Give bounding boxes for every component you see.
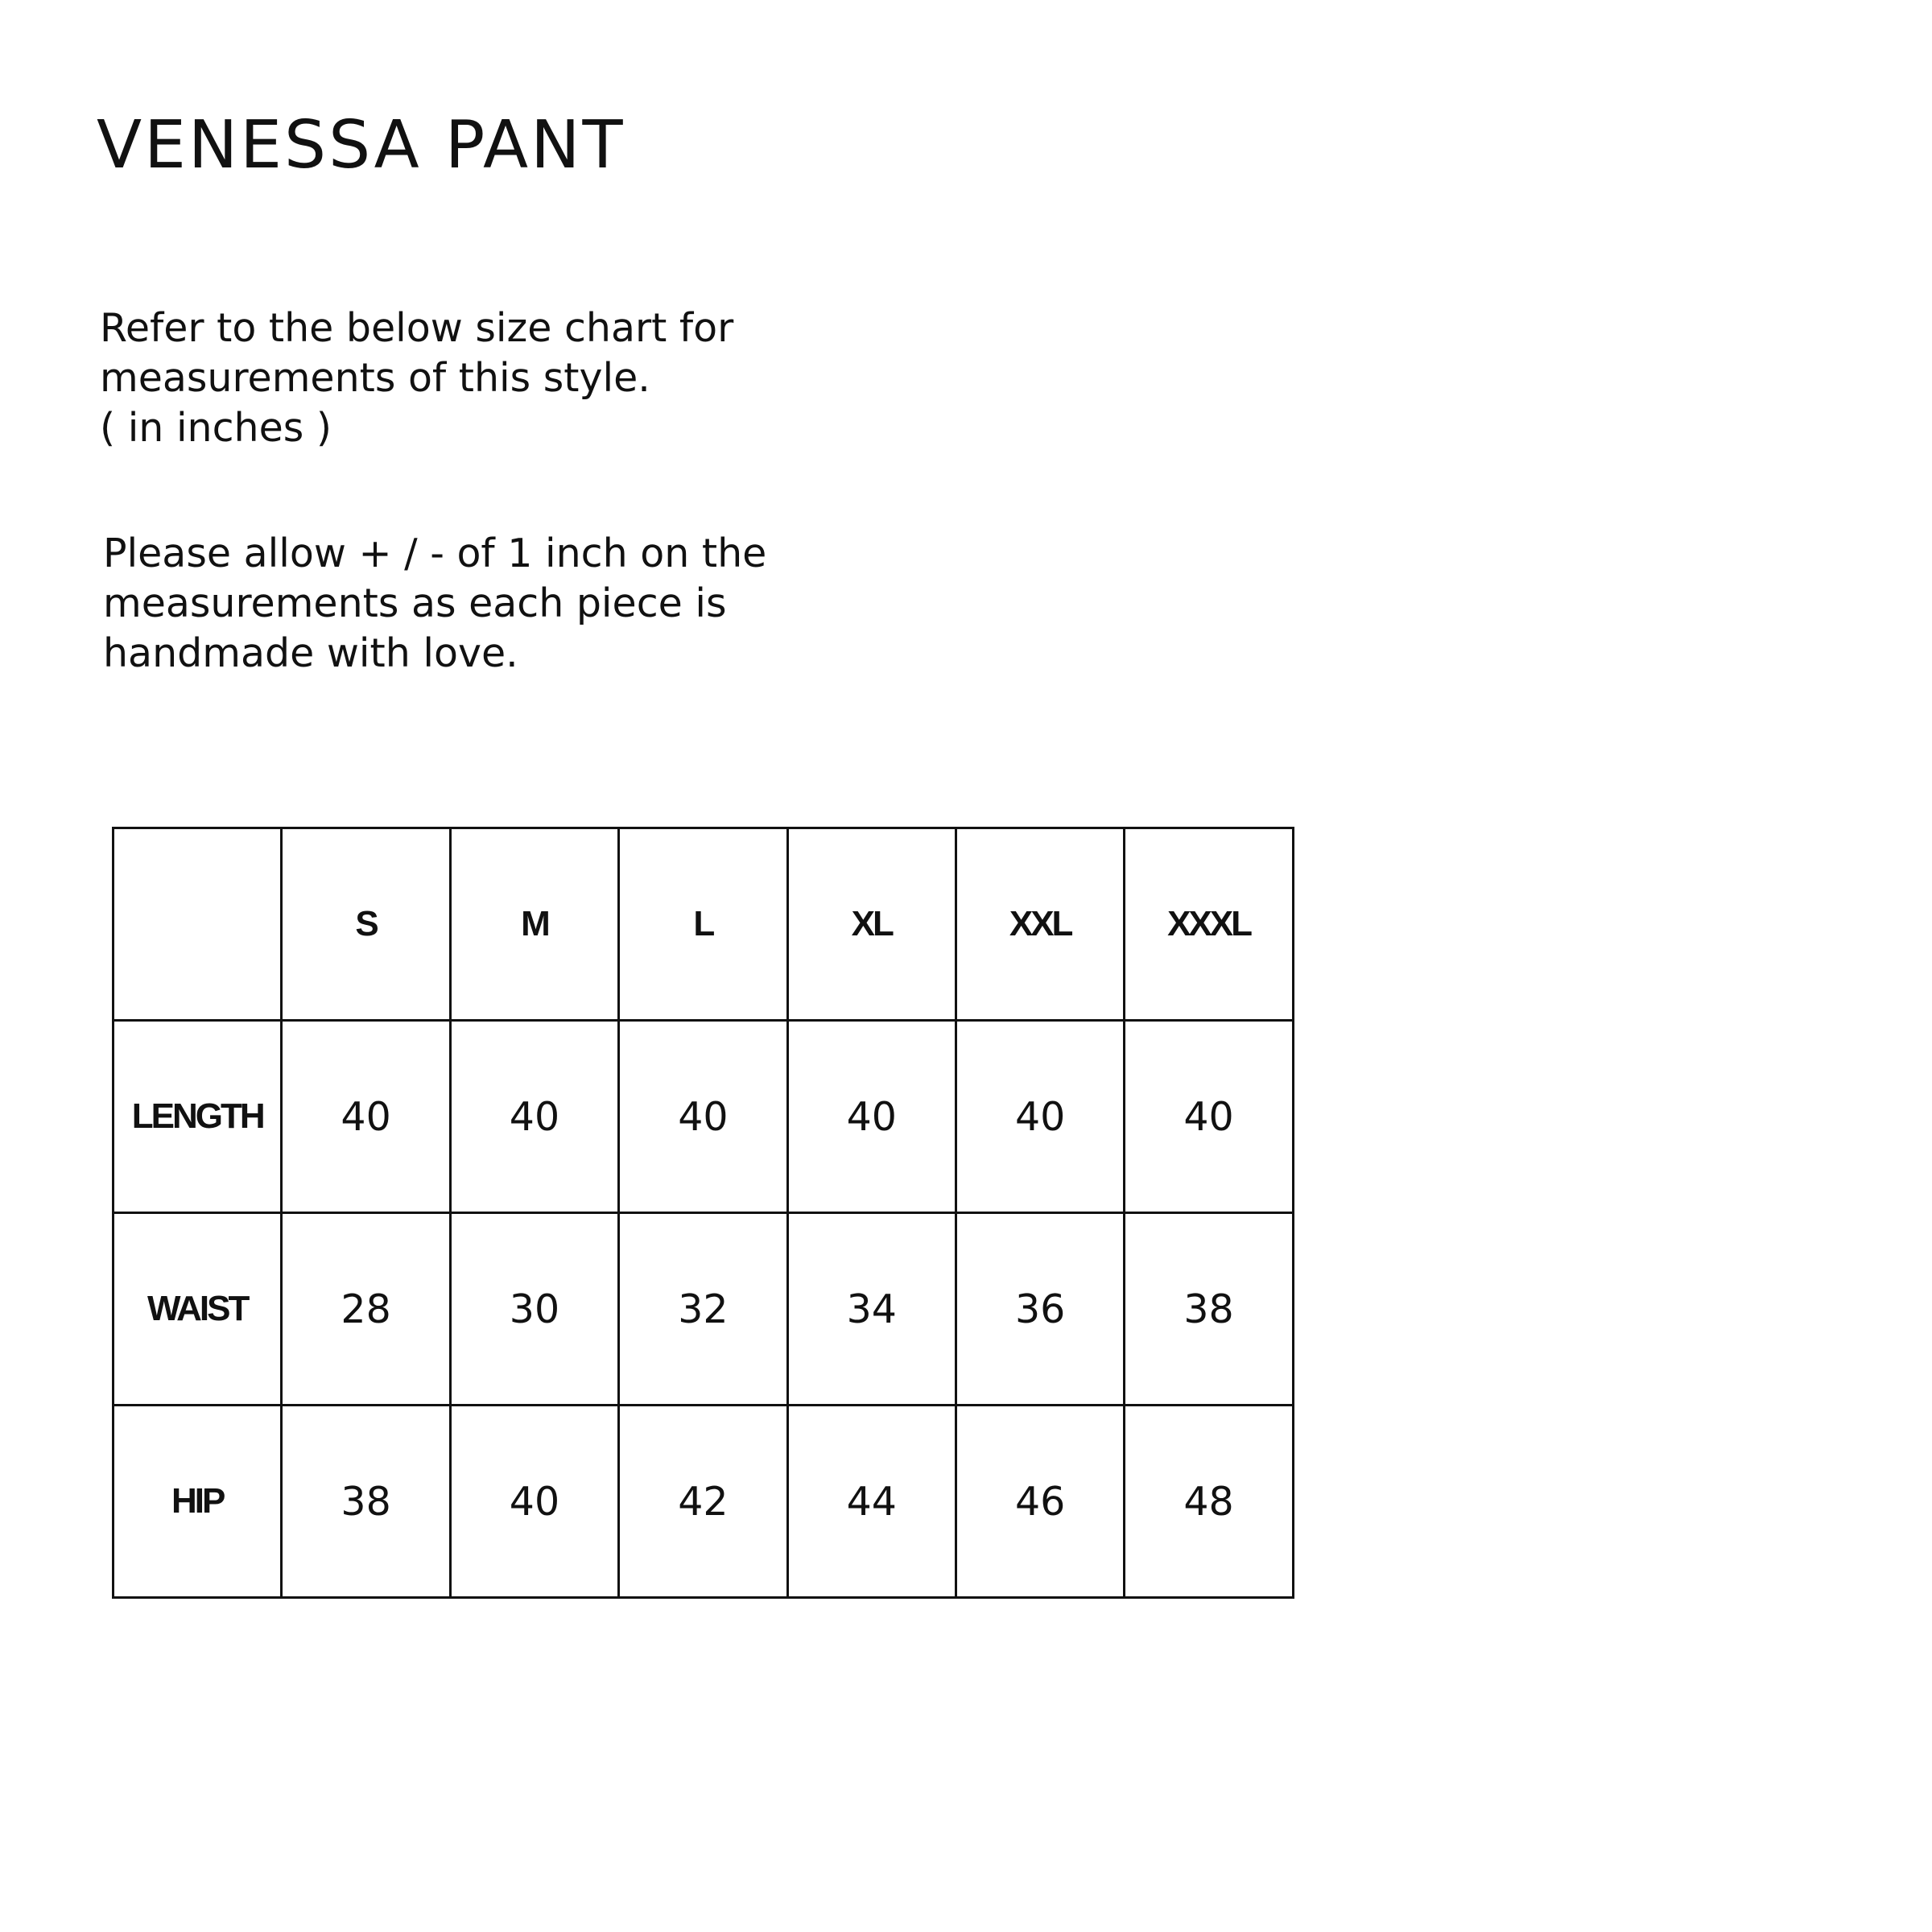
size-header-s: S [282,828,450,1021]
table-cell: 44 [787,1406,956,1598]
table-row-hip [114,1406,1294,1598]
table-cell: 40 [956,1021,1124,1213]
note-line: Please allow + / - of 1 inch on the [103,530,767,576]
size-header-l: L [619,828,787,1021]
table-cell: 40 [450,1406,618,1598]
table-cell: 38 [1125,1213,1293,1406]
table-cell: 40 [282,1021,450,1213]
table-header-row [114,828,1294,1021]
tolerance-note [103,529,766,679]
table-cell: 48 [1125,1406,1293,1598]
corner-cell [114,828,282,1021]
table-cell: 40 [619,1021,787,1213]
table-cell: 36 [956,1213,1124,1406]
page-title: VENESSA PANT [97,107,625,184]
table-cell: 28 [282,1213,450,1406]
table-cell: 40 [450,1021,618,1213]
row-label-waist: WAIST [114,1213,282,1406]
intro-line: ( in inches ) [100,405,332,451]
size-header-xxl: XXL [956,828,1124,1021]
table-row-length [114,1021,1294,1213]
table-cell: 32 [619,1213,787,1406]
row-label-length: LENGTH [114,1021,282,1213]
intro-text [100,303,733,453]
size-header-xl: XL [787,828,956,1021]
table-cell: 38 [282,1406,450,1598]
size-header-m: M [450,828,618,1021]
table-cell: 46 [956,1406,1124,1598]
intro-line: Refer to the below size chart for [100,305,734,351]
table-cell: 42 [619,1406,787,1598]
table-cell: 30 [450,1213,618,1406]
size-header-xxxl: XXXL [1125,828,1293,1021]
table-cell: 40 [787,1021,956,1213]
note-line: measurements as each piece is [103,580,727,626]
size-chart-table [112,827,1294,1599]
table-row-waist [114,1213,1294,1406]
table-cell: 34 [787,1213,956,1406]
note-line: handmade with love. [103,630,518,676]
row-label-hip: HIP [114,1406,282,1598]
table-cell: 40 [1125,1021,1293,1213]
intro-line: measurements of this style. [100,355,650,401]
